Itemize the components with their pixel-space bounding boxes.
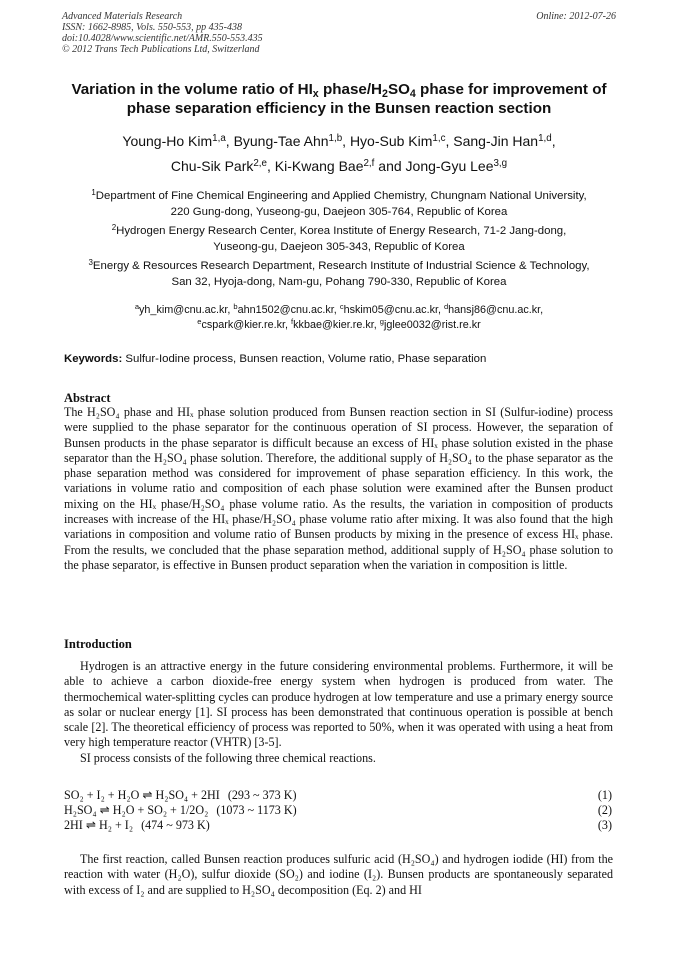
introduction-heading: Introduction — [64, 637, 132, 651]
email: $^d$hansj86@cnu.ac.kr, — [443, 302, 544, 316]
equation-expression: 2HI ⇌ H₂ + I₂ — [64, 818, 134, 832]
journal-name: Advanced Materials Research — [62, 11, 183, 22]
equation-condition: (474 ~ 973 K) — [141, 818, 210, 832]
author: Chu-Sik Park$^{2,e}$, — [170, 158, 275, 174]
equation-condition: (293 ~ 373 K) — [227, 788, 297, 802]
author-list — [52, 129, 626, 179]
introduction-body — [64, 659, 613, 766]
introduction-body-continued — [64, 852, 613, 898]
equation-3 — [64, 818, 612, 833]
online-date: Online: 2012-07-26 — [536, 11, 616, 22]
author: Ki-Kwang Bae$^{2,f}$ and — [274, 158, 406, 174]
email: $^e$cspark@kier.re.kr, — [197, 316, 292, 331]
intro-paragraph-1: Hydrogen is an attractive energy in the future considering environmental problems. Furthermore, it will be able to achieve a carbon dioxide-free energy system when hydrogen is produced from water. The thermochemical water-splitting cycles can produce hydrogen at low temperature and use a primary energy source as solar or nuclear energy [1]. SI process has been demonstrated that continuous operation is possible at bench scale [2]. The theoretical efficiency of process was reported to 50%, when it was operated with using a heat from very high temperature reactor (VHTR) [3-5]. — [64, 659, 613, 750]
equation-expression: SO₂ + I₂ + H₂O ⇌ H₂SO₄ + 2HI — [64, 788, 220, 802]
abstract-heading: Abstract — [64, 391, 111, 405]
intro-paragraph-3: The first reaction, called Bunsen reaction produces sulfuric acid (H₂SO₄) and hydrogen iodide (HI) from the reaction with water (H₂O), sulfur dioxide (SO₂) and iodine (I₂). Bunsen products are spontaneously separated with excess of I₂ and are supplied to H₂SO₄ decomposition (Eq. 2) and HI — [64, 852, 613, 897]
equation-number: (1) — [597, 788, 612, 802]
email: $^g$jglee0032@rist.re.kr — [379, 316, 481, 331]
equation-number: (2) — [597, 803, 612, 817]
affiliation-2: $^2$Hydrogen Energy Research Center, Korea Institute of Energy Research, 71-2 Jang-dong, Yuseong-gu, Daejeon 305-343, Republic of Korea — [111, 223, 567, 253]
equation-2 — [64, 803, 612, 818]
keywords — [64, 352, 624, 367]
equation-expression: H₂SO₄ ⇌ H₂O + SO₂ + 1/2O₂ — [64, 803, 209, 817]
doi-line: doi:10.4028/www.scientific.net/AMR.550-553.435 — [62, 33, 263, 44]
author: Young-Ho Kim$^{1,a}$, — [122, 133, 234, 149]
email: $^b$ahn1502@cnu.ac.kr, — [233, 302, 340, 316]
keywords-label: Keywords: — [64, 353, 123, 365]
equation-1 — [64, 788, 612, 803]
intro-paragraph-2: SI process consists of the following three chemical reactions. — [80, 750, 376, 765]
email: $^f$kkbae@kier.re.kr, — [291, 316, 380, 331]
author: Jong-Gyu Lee$^{3,g}$ — [405, 158, 508, 174]
abstract-text: The H₂SO₄ phase and HIₓ phase solution produced from Bunsen reaction section in SI (Sulfur-iodine) process were supplied to the phase separator for the continuous operation of SI process. However, the separation of Bunsen products in the phase separator is difficult because an excess of HIₓ phase solution existed in the phase separator than the H₂SO₄ phase solution. Therefore, the additional supply of H₂SO₄ to the phase separator as the phase separation method was considered for improvement of phase separation efficiency. In this work, the variations in volume ratio and composition of each phase solution were examined after the Bunsen product mixing on the HIₓ phase/H₂SO₄ phase volume ratio. As the results, the variation in composition of products increases with increase of the HIₓ phase/H₂SO₄ phase volume ratio after mixing. It was also found that the high variations in composition and volume ratio of Bunsen products by mixing in the presence of excess HIₓ phase. From the results, we concluded that the phase separation method, additional supply of H₂SO₄ phase solution to the phase separator, is effective in Bunsen product separation when the variation in composition is little. — [64, 405, 613, 572]
email: $^a$yh_kim@cnu.ac.kr, — [134, 302, 234, 316]
abstract-body — [64, 405, 613, 573]
keywords-text: Sulfur-Iodine process, Bunsen reaction, Volume ratio, Phase separation — [122, 353, 487, 365]
equation-condition: (1073 ~ 1173 K) — [216, 803, 297, 817]
email: $^c$hskim05@cnu.ac.kr, — [339, 302, 444, 316]
affiliation-1: $^1$Department of Fine Chemical Engineering and Applied Chemistry, Chungnam National University, 220 Gung-dong, Yuseong-gu, Daejeon 305-764, Republic of Korea — [91, 188, 587, 218]
issn-line: ISSN: 1662-8985, Vols. 550-553, pp 435-438 — [62, 22, 242, 33]
author: Hyo-Sub Kim$^{1,c}$, — [349, 133, 454, 149]
email-list — [52, 303, 626, 332]
equation-number: (3) — [597, 818, 612, 832]
journal-header — [62, 11, 616, 55]
affiliation-3: $^3$Energy & Resources Research Department, Research Institute of Industrial Science & Technology, San 32, Hyoja-dong, Nam-gu, Pohang 790-330, Republic of Korea — [88, 258, 590, 288]
author: Byung-Tae Ahn$^{1,b}$, — [233, 133, 350, 149]
paper-title: Variation in the volume ratio of $HI_x$ phase/$H_2SO_4$ phase for improvement of phase separation efficiency in the Bunsen reaction section — [71, 81, 607, 117]
author: Sang-Jin Han$^{1,d}$, — [453, 133, 556, 149]
copyright-line: © 2012 Trans Tech Publications Ltd, Switzerland — [62, 44, 260, 55]
